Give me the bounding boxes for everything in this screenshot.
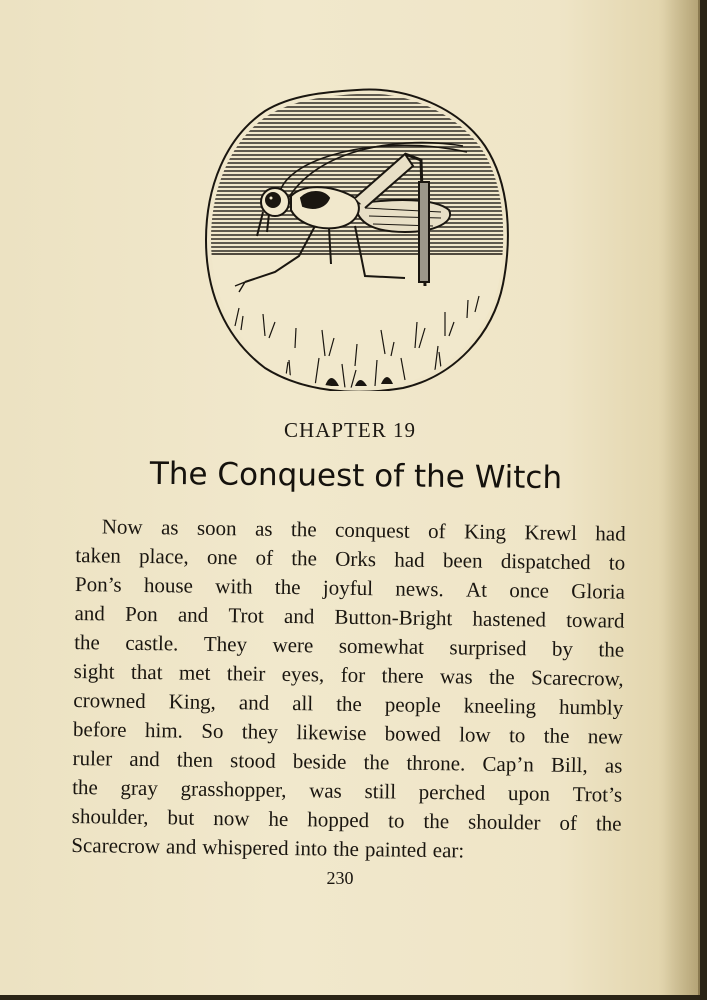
body-line: Now as soon as the conquest of King Krewl had: [101, 514, 626, 546]
grasshopper-illustration-icon: [205, 86, 510, 391]
page-number: 230: [326, 868, 354, 888]
body-line: the gray grasshopper, was still perched upon Trot’s: [71, 774, 623, 807]
chapter-title: The Conquest of the Witch: [149, 455, 563, 497]
body-line: the castle. They were somewhat surprised by the: [74, 629, 625, 662]
body-line: shoulder, but now he hopped to the shoulder of the: [71, 803, 622, 836]
body-line: and Pon and Trot and Button-Bright hastened toward: [74, 600, 625, 633]
body-line: Pon’s house with the joyful news. At once Gloria: [74, 571, 626, 604]
body-line: Scarecrow and whispered into the painted ear:: [71, 832, 465, 863]
chapter-label: CHAPTER 19: [284, 418, 416, 442]
body-line: sight that met their eyes, for there was the Scarecrow,: [73, 658, 624, 691]
chapter-body-text: [71, 512, 626, 868]
body-line: crowned King, and all the people kneeling humbly: [73, 687, 624, 720]
body-line: ruler and then stood beside the throne. Cap’n Bill, as: [72, 745, 623, 778]
body-line: before him. So they likewise bowed low to the new: [72, 716, 623, 749]
body-line: taken place, one of the Orks had been dispatched to: [75, 542, 626, 575]
